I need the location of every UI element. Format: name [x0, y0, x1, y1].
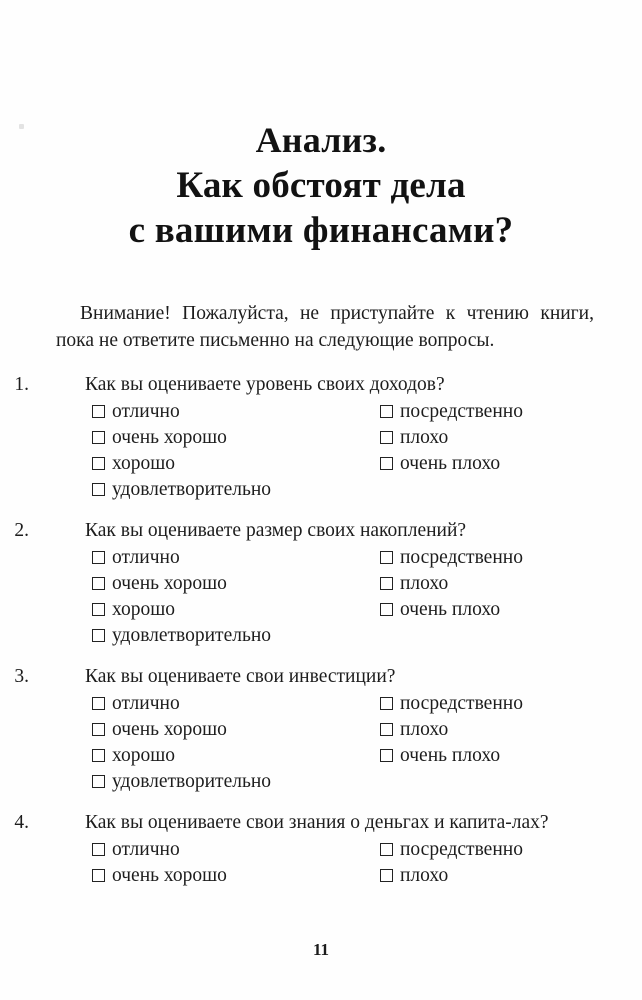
option-label: плохо — [400, 427, 449, 448]
option-row — [92, 451, 642, 477]
intro-paragraph: Внимание! Пожалуйста, не приступайте к чтению книги, пока не ответите письменно на следующие вопросы. — [56, 303, 594, 351]
option-row — [92, 425, 642, 451]
question-item — [0, 809, 642, 889]
question-item — [0, 371, 642, 503]
checkbox-icon[interactable] — [92, 723, 105, 736]
checkbox-option[interactable] — [92, 863, 380, 889]
option-label: хорошо — [112, 745, 176, 766]
option-group — [56, 399, 642, 503]
option-row — [92, 717, 642, 743]
option-label: отлично — [112, 547, 180, 568]
page-title-line-3: с вашими финансами? — [128, 210, 514, 251]
option-label: посредственно — [400, 693, 523, 714]
option-label: очень плохо — [400, 745, 501, 766]
question-item — [0, 663, 642, 795]
question-text: Как вы оцениваете размер своих накоплений? — [85, 520, 467, 541]
question-number: 4. — [14, 812, 29, 833]
checkbox-option[interactable] — [92, 769, 380, 795]
option-label: хорошо — [112, 599, 176, 620]
option-label: очень хорошо — [112, 719, 227, 740]
checkbox-icon[interactable] — [380, 405, 393, 418]
option-label: удовлетворительно — [112, 479, 272, 500]
option-label: отлично — [112, 401, 180, 422]
questionnaire-list — [0, 354, 642, 889]
option-group — [56, 691, 642, 795]
checkbox-option[interactable] — [92, 837, 380, 863]
option-label: плохо — [400, 719, 449, 740]
checkbox-option[interactable] — [380, 425, 620, 451]
checkbox-option[interactable] — [92, 425, 380, 451]
checkbox-icon[interactable] — [92, 775, 105, 788]
question-text: Как вы оцениваете уровень своих доходов? — [85, 374, 445, 395]
option-group — [56, 837, 642, 889]
checkbox-icon[interactable] — [380, 749, 393, 762]
option-row — [92, 691, 642, 717]
checkbox-option[interactable] — [92, 717, 380, 743]
question-item — [0, 517, 642, 649]
option-label: посредственно — [400, 839, 523, 860]
checkbox-icon[interactable] — [92, 697, 105, 710]
checkbox-icon[interactable] — [380, 551, 393, 564]
option-label: отлично — [112, 693, 180, 714]
checkbox-icon[interactable] — [92, 551, 105, 564]
checkbox-icon[interactable] — [380, 457, 393, 470]
checkbox-icon[interactable] — [92, 843, 105, 856]
option-label: посредственно — [400, 401, 523, 422]
checkbox-icon[interactable] — [380, 723, 393, 736]
checkbox-icon[interactable] — [380, 697, 393, 710]
checkbox-icon[interactable] — [92, 629, 105, 642]
checkbox-option[interactable] — [92, 545, 380, 571]
checkbox-option[interactable] — [92, 597, 380, 623]
checkbox-option[interactable] — [92, 477, 380, 503]
option-row — [92, 477, 642, 503]
option-row — [92, 597, 642, 623]
page-number: 11 — [312, 940, 330, 959]
option-row — [92, 769, 642, 795]
checkbox-option[interactable] — [92, 623, 380, 649]
page-title-line-2: Как обстоят дела — [176, 165, 466, 206]
checkbox-icon[interactable] — [380, 603, 393, 616]
option-label: посредственно — [400, 547, 523, 568]
question-text: Как вы оцениваете свои знания о деньгах и капита-лах? — [85, 812, 549, 833]
option-row — [92, 571, 642, 597]
option-label: очень плохо — [400, 453, 501, 474]
option-label: хорошо — [112, 453, 176, 474]
option-label: очень плохо — [400, 599, 501, 620]
checkbox-icon[interactable] — [92, 457, 105, 470]
option-label: очень хорошо — [112, 865, 227, 886]
option-label: плохо — [400, 573, 449, 594]
checkbox-icon[interactable] — [380, 431, 393, 444]
question-number: 2. — [14, 520, 29, 541]
option-row — [92, 623, 642, 649]
checkbox-option[interactable] — [380, 837, 620, 863]
checkbox-option[interactable] — [380, 691, 620, 717]
checkbox-option[interactable] — [380, 717, 620, 743]
checkbox-option[interactable] — [380, 863, 620, 889]
page-title — [0, 0, 642, 253]
question-number: 3. — [14, 666, 29, 687]
checkbox-icon[interactable] — [380, 577, 393, 590]
checkbox-icon[interactable] — [92, 577, 105, 590]
option-label: удовлетворительно — [112, 771, 272, 792]
question-text: Как вы оцениваете свои инвестиции? — [85, 666, 396, 687]
checkbox-icon[interactable] — [380, 869, 393, 882]
checkbox-option[interactable] — [92, 571, 380, 597]
checkbox-option[interactable] — [380, 743, 620, 769]
option-group — [56, 545, 642, 649]
checkbox-icon[interactable] — [92, 431, 105, 444]
checkbox-icon[interactable] — [380, 843, 393, 856]
option-row — [92, 837, 642, 863]
checkbox-option[interactable] — [92, 451, 380, 477]
option-label: плохо — [400, 865, 449, 886]
checkbox-icon[interactable] — [92, 603, 105, 616]
option-row — [92, 743, 642, 769]
checkbox-icon[interactable] — [92, 405, 105, 418]
checkbox-option[interactable] — [380, 545, 620, 571]
checkbox-option[interactable] — [380, 399, 620, 425]
checkbox-icon[interactable] — [92, 749, 105, 762]
checkbox-option[interactable] — [380, 451, 620, 477]
checkbox-option[interactable] — [92, 743, 380, 769]
checkbox-icon[interactable] — [92, 483, 105, 496]
checkbox-icon[interactable] — [92, 869, 105, 882]
checkbox-option[interactable] — [92, 399, 380, 425]
option-label: очень хорошо — [112, 573, 227, 594]
option-label: очень хорошо — [112, 427, 227, 448]
option-label: удовлетворительно — [112, 625, 272, 646]
checkbox-option[interactable] — [380, 597, 620, 623]
checkbox-option[interactable] — [92, 691, 380, 717]
option-row — [92, 399, 642, 425]
option-label: отлично — [112, 839, 180, 860]
checkbox-option[interactable] — [380, 571, 620, 597]
page-title-line-1: Анализ. — [255, 120, 387, 160]
question-number: 1. — [14, 374, 29, 395]
option-row — [92, 863, 642, 889]
option-row — [92, 545, 642, 571]
